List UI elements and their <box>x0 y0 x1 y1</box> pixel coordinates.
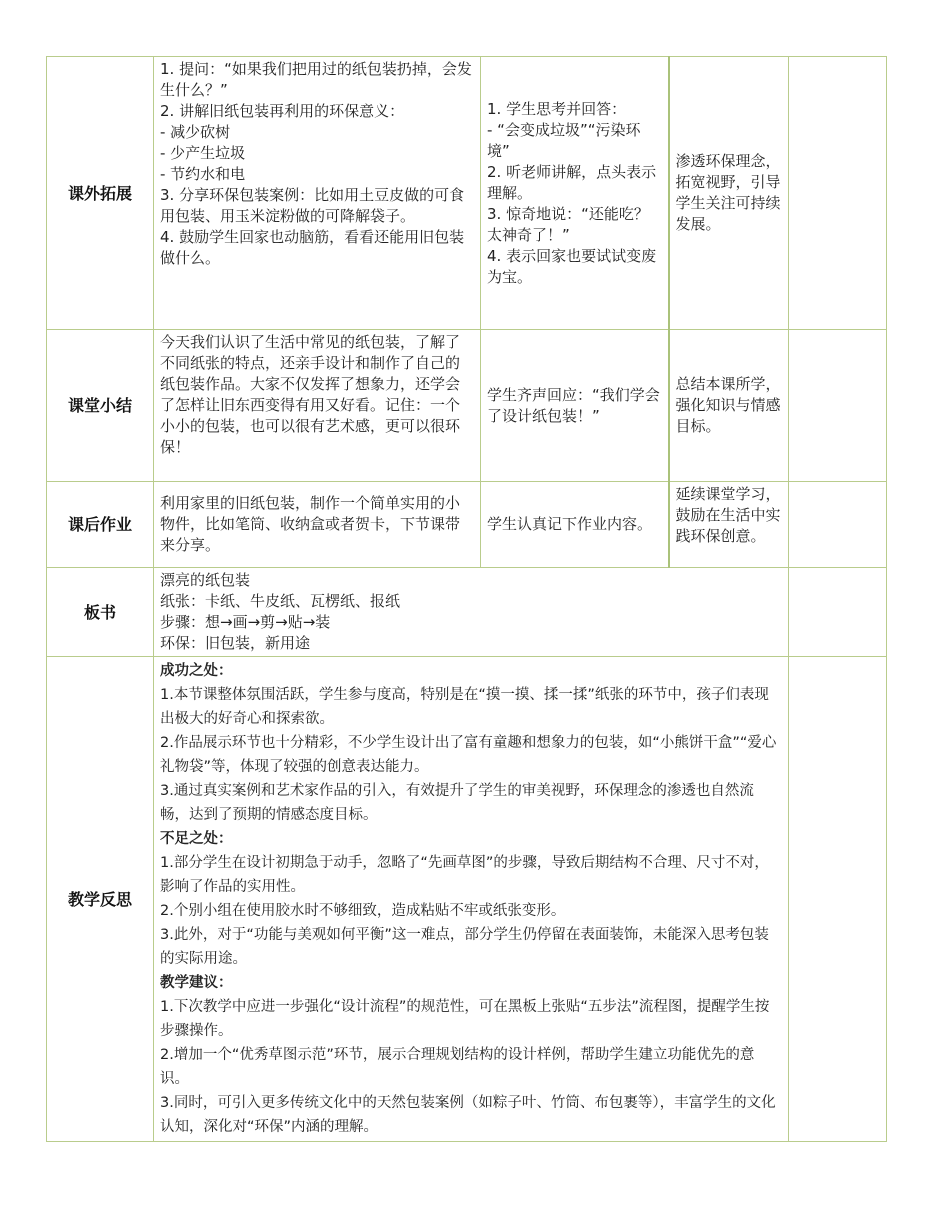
section-title-shortfall: 不足之处： <box>160 830 233 847</box>
text-line: 4. 鼓励学生回家也动脑筋，看看还能用旧包装做什么。 <box>160 228 465 267</box>
row-extension <box>47 57 887 330</box>
reflection-item: 2.增加一个“优秀草图示范”环节，展示合理规划结构的设计样例，帮助学生建立功能优先的意识。 <box>160 1047 755 1087</box>
text-line: - 减少砍树 <box>160 123 231 141</box>
reflection-item: 1.下次教学中应进一步强化“设计流程”的规范性，可在黑板上张贴“五步法”流程图，提醒学生按步骤操作。 <box>160 999 770 1039</box>
text-line: 1. 学生思考并回答： <box>487 99 627 118</box>
row-label-board: 板书 <box>47 568 154 657</box>
text-line: - 少产生垃圾 <box>160 144 246 162</box>
text-line: 4. 表示回家也要试试变废为宝。 <box>487 246 657 286</box>
row-board <box>47 568 887 657</box>
teacher-activity-summary: 今天我们认识了生活中常见的纸包装，了解了不同纸张的特点，还亲手设计和制作了自己的纸包装作品。大家不仅发挥了想象力，还学会了怎样让旧东西变得有用又好看。记住：一个小小的包装，也可以很有艺术感，更可以很环保！ <box>154 330 481 482</box>
reflection-item: 3.此外，对于“功能与美观如何平衡”这一难点，部分学生仍停留在表面装饰，未能深入思考包装的实际用途。 <box>160 927 769 967</box>
row-label-reflection: 教学反思 <box>47 657 154 1142</box>
text-line: 2. 听老师讲解，点头表示理解。 <box>487 162 657 202</box>
student-activity-summary: 学生齐声回应：“我们学会了设计纸包装！” <box>481 330 669 482</box>
section-title-advice: 教学建议： <box>160 974 233 991</box>
lesson-plan-table <box>46 56 887 1142</box>
board-line: 纸张：卡纸、牛皮纸、瓦楞纸、报纸 <box>160 592 401 610</box>
student-activity-homework: 学生认真记下作业内容。 <box>481 482 669 568</box>
student-activity-extension <box>481 57 669 330</box>
empty-cell <box>789 482 887 568</box>
section-title-success: 成功之处： <box>160 662 233 679</box>
row-label-extension: 课外拓展 <box>47 57 154 330</box>
reflection-item: 2.作品展示环节也十分精彩，不少学生设计出了富有童趣和想象力的包装，如“小熊饼干盒”“爱心礼物袋”等，体现了较强的创意表达能力。 <box>160 735 777 775</box>
text-line: 1. 提问：“如果我们把用过的纸包装扔掉，会发生什么？” <box>160 60 472 99</box>
reflection-item: 1.部分学生在设计初期急于动手，忽略了“先画草图”的步骤，导致后期结构不合理、尺寸不对，影响了作品的实用性。 <box>160 855 769 895</box>
row-reflection <box>47 657 887 1142</box>
design-intent-extension: 渗透环保理念，拓宽视野，引导学生关注可持续发展。 <box>669 57 789 330</box>
text-line: - “会变成垃圾”“污染环境” <box>487 120 641 160</box>
design-intent-summary: 总结本课所学，强化知识与情感目标。 <box>669 330 789 482</box>
row-summary <box>47 330 887 482</box>
text-line: 3. 惊奇地说：“还能吃？太神奇了！” <box>487 204 649 244</box>
reflection-content <box>154 657 789 1142</box>
board-content <box>154 568 789 657</box>
board-line: 环保：旧包装，新用途 <box>160 634 311 652</box>
design-intent-homework: 延续课堂学习，鼓励在生活中实践环保创意。 <box>669 482 789 568</box>
row-homework <box>47 482 887 568</box>
text-line: 2. 讲解旧纸包装再利用的环保意义： <box>160 102 405 120</box>
empty-cell <box>789 568 887 657</box>
text-line: - 节约水和电 <box>160 165 246 183</box>
reflection-item: 2.个别小组在使用胶水时不够细致，造成粘贴不牢或纸张变形。 <box>160 903 566 919</box>
reflection-item: 1.本节课整体氛围活跃，学生参与度高，特别是在“摸一摸、揉一揉”纸张的环节中，孩子们表现出极大的好奇心和探索欲。 <box>160 687 769 727</box>
board-title: 漂亮的纸包装 <box>160 571 251 589</box>
teacher-activity-homework: 利用家里的旧纸包装，制作一个简单实用的小物件，比如笔筒、收纳盒或者贺卡，下节课带来分享。 <box>154 482 481 568</box>
row-label-summary: 课堂小结 <box>47 330 154 482</box>
row-label-homework: 课后作业 <box>47 482 154 568</box>
reflection-item: 3.同时，可引入更多传统文化中的天然包装案例（如粽子叶、竹筒、布包裹等），丰富学生的文化认知，深化对“环保”内涵的理解。 <box>160 1095 776 1135</box>
board-line: 步骤：想→画→剪→贴→装 <box>160 613 331 631</box>
empty-cell <box>789 57 887 330</box>
reflection-item: 3.通过真实案例和艺术家作品的引入，有效提升了学生的审美视野，环保理念的渗透也自然流畅，达到了预期的情感态度目标。 <box>160 783 754 823</box>
teacher-activity-extension <box>154 57 481 330</box>
empty-cell <box>789 330 887 482</box>
empty-cell <box>789 657 887 1142</box>
text-line: 3. 分享环保包装案例：比如用土豆皮做的可食用包装、用玉米淀粉做的可降解袋子。 <box>160 186 465 225</box>
